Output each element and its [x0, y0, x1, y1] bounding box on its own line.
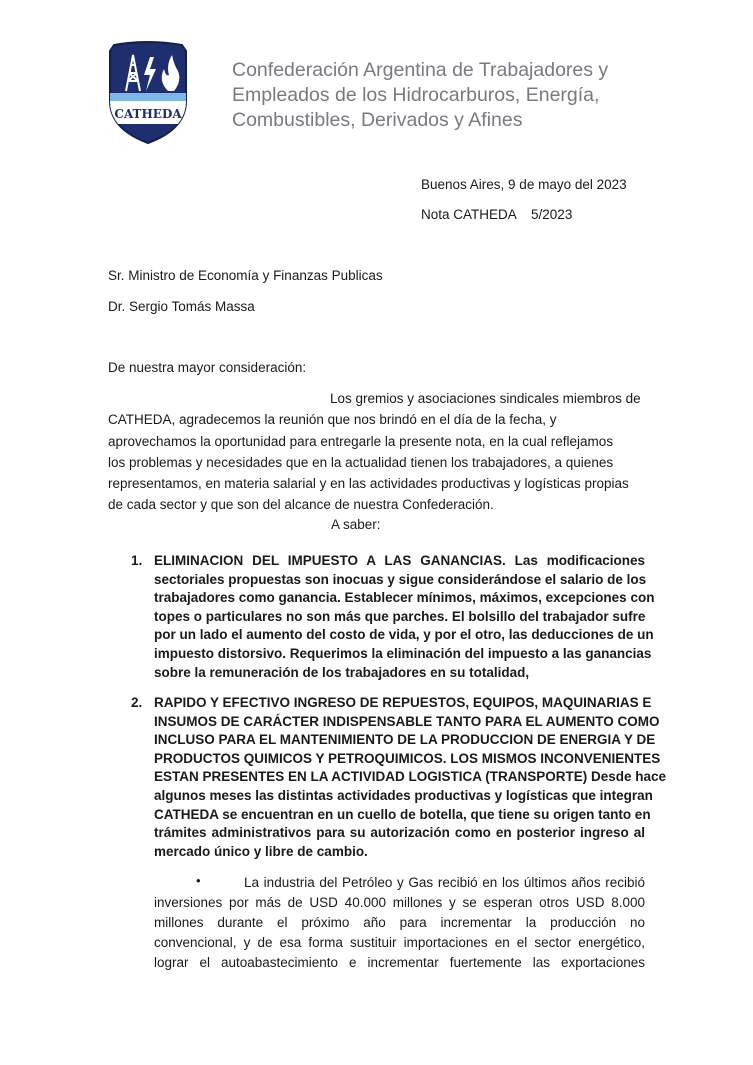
list-item-line: RAPIDO Y EFECTIVO INGRESO DE REPUESTOS, EQUIPOS, MAQUINARIAS E	[154, 695, 652, 710]
org-name-line: Confederación Argentina de Trabajadores y	[232, 59, 609, 81]
logo-text: CATHEDA	[114, 107, 182, 121]
greeting: De nuestra mayor consideración:	[108, 360, 307, 375]
organization-name	[232, 58, 672, 133]
catheda-logo	[106, 41, 190, 145]
intro-line: de cada sector y que son del alcance de nuestra Confederación.	[108, 497, 494, 513]
intro-paragraph	[108, 388, 648, 516]
list-item-line: algunos meses las distintas actividades productivas y logísticas que integran	[154, 787, 653, 803]
list-item-line: INSUMOS DE CARÁCTER INDISPENSABLE TANTO PARA EL AUMENTO COMO	[154, 713, 660, 729]
list-item-line: sobre la remuneración de los trabajadores en su totalidad,	[154, 664, 530, 680]
sub-bullet-line: lograr el autoabastecimiento e incrementar fuertemente las exportaciones	[154, 955, 645, 970]
list-item-line: por un lado el aumento del costo de vida, y por el otro, las deducciones de un	[154, 627, 654, 643]
list-item-line: topes o particulares no son más que parches. El bolsillo del trabajador sufre	[154, 608, 646, 624]
intro-line: los problemas y necesidades que en la actualidad tienen los trabajadores, a quienes	[108, 454, 614, 470]
recipient-name: Dr. Sergio Tomás Massa	[108, 299, 255, 314]
list-item-line: trabajadores como ganancia. Establecer mínimos, máximos, excepciones con	[154, 590, 655, 606]
list-item-line: CATHEDA se encuentran en un cuello de botella, que tiene su origen tanto en	[154, 806, 651, 822]
list-item-line: mercado único y libre de cambio.	[154, 843, 368, 859]
intro-line: representamos, en materia salarial y en las actividades productivas y logísticas propias	[108, 476, 629, 492]
sub-bullet-line: inversiones por más de USD 40.000 millones y se esperan otros USD 8.000	[154, 895, 645, 910]
list-item-line: ELIMINACION DEL IMPUESTO A LAS GANANCIAS. Las modificaciones	[154, 553, 645, 568]
sub-bullet-line: convencional, y de esa forma sustituir importaciones en el sector energético,	[154, 935, 645, 950]
list-item-line: INCLUSO PARA EL MANTENIMIENTO DE LA PRODUCCION DE ENERGIA Y DE	[154, 732, 656, 748]
org-name-line: Combustibles, Derivados y Afines	[232, 109, 523, 131]
list-item-line: ESTAN PRESENTES EN LA ACTIVIDAD LOGISTICA (TRANSPORTE) Desde hace	[154, 769, 667, 785]
list-item-line: trámites administrativos para su autorización como en posterior ingreso al	[154, 825, 645, 841]
list-item-number: 1.	[131, 553, 143, 568]
intro-line: CATHEDA, agradecemos la reunión que nos brindó en el día de la fecha, y	[108, 412, 557, 428]
list-item-line: sectoriales propuestas son inocuas y sigue considerándose el salario de los	[154, 571, 647, 587]
a-saber-heading: A saber:	[331, 517, 381, 532]
note-number: Nota CATHEDA 5/2023	[421, 207, 573, 222]
list-item	[131, 694, 667, 861]
place-date: Buenos Aires, 9 de mayo del 2023	[421, 177, 627, 192]
catheda-shield-icon	[106, 41, 190, 145]
sub-bullet-line: La industria del Petróleo y Gas recibió en los últimos años recibió	[244, 875, 645, 890]
list-item-line: impuesto distorsivo. Requerimos la eliminación del impuesto a las ganancias	[154, 645, 652, 661]
intro-line: Los gremios y asociaciones sindicales miembros de	[330, 391, 641, 406]
list-item-number: 2.	[131, 695, 143, 710]
recipient-title: Sr. Ministro de Economía y Finanzas Publicas	[108, 268, 383, 283]
sub-bullet-paragraph	[154, 873, 645, 973]
list-item-line: PRODUCTOS QUIMICOS Y PETROQUIMICOS. LOS MISMOS INCONVENIENTES	[154, 750, 661, 766]
bullet-icon: •	[196, 873, 201, 888]
sub-bullet-line: millones durante el próximo año para incrementar la producción no	[154, 915, 645, 930]
intro-line: aprovechamos la oportunidad para entregarle la presente nota, en la cual reflejamos	[108, 433, 614, 449]
org-name-line: Empleados de los Hidrocarburos, Energía,	[232, 84, 600, 106]
list-item	[131, 552, 655, 682]
